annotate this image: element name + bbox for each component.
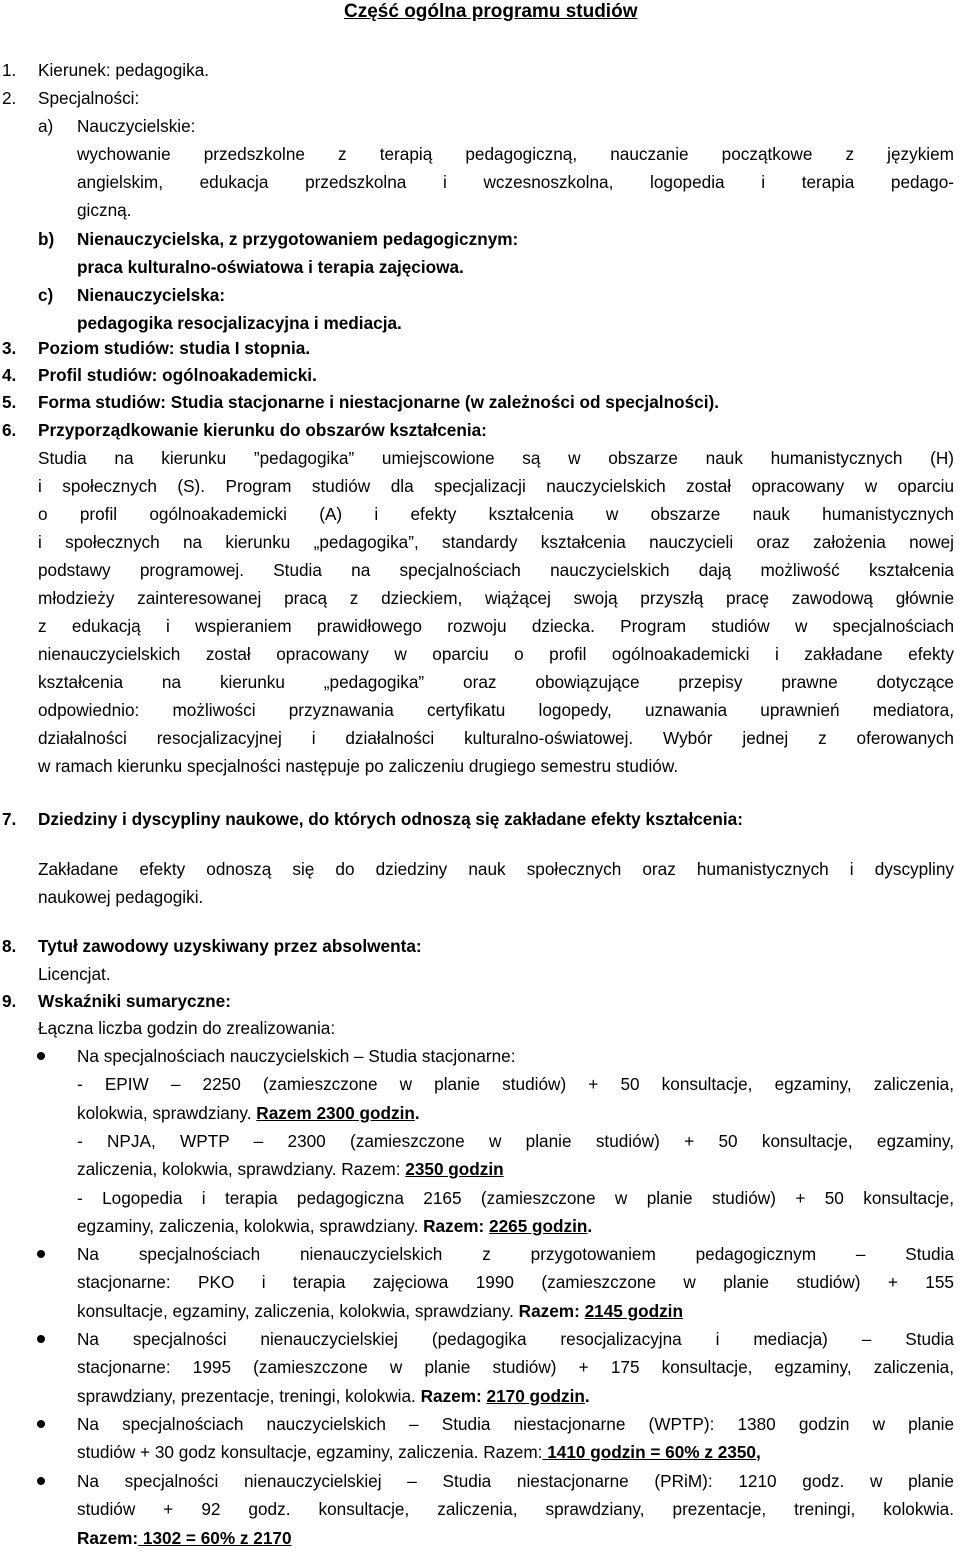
- sub-label: a): [38, 116, 54, 136]
- indicator-line: [77, 1127, 954, 1155]
- total-value: 1410 godzin = 60% z 2350: [542, 1442, 756, 1463]
- total-label: Razem: [77, 1527, 133, 1548]
- item-disciplines-line: naukowej pedagogiki.: [38, 887, 204, 907]
- total-value: 2170 godzin: [486, 1385, 585, 1406]
- areas-paragraph-line: z edukacją i wspieraniem prawidłowego rozwoju dziecka. Program studiów w specjalnościach: [38, 616, 954, 636]
- indicator-line: [77, 1099, 954, 1127]
- total-value: Razem 2300 godzin: [256, 1102, 415, 1123]
- specialty-b-title: Nienauczycielska, z przygotowaniem pedagogicznym:: [77, 229, 519, 249]
- areas-paragraph-line: młodzieży zainteresowanej pracą z dzieckiem, wiążącej swoją przyszłą pracę zawodową głównie: [38, 588, 954, 608]
- item-number: 1.: [2, 60, 17, 80]
- item-disciplines-line: Zakładane efekty odnoszą się do dziedziny nauk społecznych oraz humanistycznych i dyscypliny: [38, 859, 954, 879]
- item-number: 8.: [2, 936, 17, 956]
- total-colon: :: [132, 1527, 139, 1548]
- indicator-text: - Logopedia i terapia pedagogiczna 2165 (zamieszczone w planie studiów) + 50 konsultacje,: [77, 1187, 954, 1208]
- areas-paragraph-line: odpowiednio: możliwości przyznawania certyfikatu logopedy, uznawania uprawnień mediatora,: [38, 700, 954, 720]
- areas-paragraph-line: i społecznych na kierunku „pedagogika”, standardy kształcenia nauczycieli oraz założenia nowej: [38, 532, 954, 552]
- indicator-line: [77, 1070, 954, 1098]
- item-number: 6.: [2, 420, 17, 440]
- areas-paragraph-line: i społecznych (S). Program studiów dla specjalizacji nauczycielskich został opracowany w oparciu: [38, 476, 954, 496]
- indicator-text: sprawdziany, prezentacje, treningi, kolokwia.: [77, 1385, 421, 1406]
- indicator-line: [77, 1495, 954, 1523]
- indicator-text: kolokwia, sprawdziany.: [77, 1102, 257, 1123]
- total-end: .: [587, 1215, 593, 1236]
- indicator-text: konsultacje, egzaminy, zaliczenia, kolokwia, sprawdziany.: [77, 1300, 519, 1321]
- item-number: 2.: [2, 88, 17, 108]
- indicator-text: egzaminy, zaliczenia, kolokwia, sprawdziany.: [77, 1215, 424, 1236]
- specialty-c-line: pedagogika resocjalizacyjna i mediacja.: [77, 313, 402, 333]
- indicator-line: [77, 1268, 954, 1296]
- item-specialties: Specjalności:: [38, 88, 140, 108]
- indicator-text: stacjonarne: 1995 (zamieszczone w planie studiów) + 175 konsultacje, egzaminy, zaliczenia,: [77, 1357, 954, 1378]
- indicator-line: [77, 1042, 954, 1070]
- item-title-value: Licencjat.: [38, 964, 111, 984]
- indicator-line: [77, 1297, 954, 1325]
- total-end: ,: [755, 1442, 761, 1463]
- item-areas-heading: Przyporządkowanie kierunku do obszarów kształcenia:: [38, 420, 487, 440]
- sub-label: c): [38, 285, 54, 305]
- indicator-text: Na specjalności nienauczycielskiej (pedagogika resocjalizacyjna i mediacja) – Studia: [77, 1329, 954, 1349]
- specialty-c-title: Nienauczycielska:: [77, 285, 226, 305]
- item-number: 3.: [2, 338, 17, 358]
- indicator-line: [77, 1184, 954, 1212]
- specialty-a-line: angielskim, edukacja przedszkolna i wczesnoszkolna, logopedia i terapia pedago-: [77, 172, 954, 192]
- indicator-line: [77, 1524, 954, 1552]
- specialty-a-line: giczną.: [77, 200, 132, 220]
- item-number: 4.: [2, 365, 17, 385]
- areas-paragraph-line: o profil ogólnoakademicki (A) i efekty kształcenia w obszarze nauk humanistycznych: [38, 504, 954, 524]
- indicator-line: [77, 1212, 954, 1240]
- specialty-b-line: praca kulturalno-oświatowa i terapia zajęciowa.: [77, 257, 464, 277]
- indicator-text: - EPIW – 2250 (zamieszczone w planie studiów) + 50 konsultacje, egzaminy, zaliczenia,: [77, 1074, 954, 1095]
- indicator-line: [77, 1410, 954, 1438]
- total-label: Razem:: [518, 1300, 585, 1321]
- sub-label: b): [38, 229, 55, 249]
- total-value: 2350 godzin: [405, 1159, 504, 1180]
- indicator-text: - NPJA, WPTP – 2300 (zamieszczone w planie studiów) + 50 konsultacje, egzaminy,: [77, 1130, 954, 1151]
- item-direction: Kierunek: pedagogika.: [38, 60, 210, 80]
- areas-paragraph-line: działalności resocjalizacyjnej i działalności kulturalno-oświatowej. Wybór jednej z oferowanych: [38, 728, 954, 748]
- bullet-dot: [37, 1052, 45, 1060]
- bullet-dot: [37, 1250, 45, 1258]
- bullet-dot: [37, 1420, 45, 1428]
- indicator-text: Na specjalnościach nauczycielskich – Studia niestacjonarne (WPTP): 1380 godzin w planie: [77, 1414, 954, 1434]
- indicator-text: Na specjalności nienauczycielskiej – Studia niestacjonarne (PRiM): 1210 godz. w planie: [77, 1471, 954, 1491]
- indicator-line: [77, 1467, 954, 1495]
- total-value: 2265 godzin: [489, 1215, 588, 1236]
- total-value: 1302 = 60% z 2170: [138, 1527, 292, 1548]
- item-title-heading: Tytuł zawodowy uzyskiwany przez absolwenta:: [38, 936, 422, 956]
- item-level: Poziom studiów: studia I stopnia.: [38, 338, 311, 358]
- areas-paragraph-line: kształcenia na kierunku „pedagogika” oraz obowiązujące przepisy prawne dotyczące: [38, 672, 954, 692]
- total-value: 2145 godzin: [584, 1300, 683, 1321]
- item-indicators-heading: Wskaźniki sumaryczne:: [38, 991, 231, 1011]
- indicator-line: [77, 1155, 954, 1183]
- areas-paragraph-line: podstawy programowej. Studia na specjalnościach nauczycielskich dają możliwość kształcenia: [38, 560, 954, 580]
- page-title: Część ogólna programu studiów: [344, 1, 638, 22]
- specialty-a-line: wychowanie przedszkolne z terapią pedagogiczną, nauczanie początkowe z językiem: [77, 144, 954, 164]
- item-disciplines-heading: Dziedziny i dyscypliny naukowe, do których odnoszą się zakładane efekty kształcenia:: [38, 809, 743, 829]
- total-label: Razem:: [423, 1215, 490, 1236]
- indicator-line: [77, 1325, 954, 1353]
- areas-paragraph-line: Studia na kierunku ”pedagogika” umiejscowione są w obszarze nauk humanistycznych (H): [38, 448, 954, 468]
- indicator-text: stacjonarne: PKO i terapia zajęciowa 1990 (zamieszczone w planie studiów) + 155: [77, 1272, 954, 1293]
- item-form: Forma studiów: Studia stacjonarne i niestacjonarne (w zależności od specjalności).: [38, 392, 719, 412]
- total-label: Razem:: [420, 1385, 487, 1406]
- indicator-text: Na specjalnościach nauczycielskich – Studia stacjonarne:: [77, 1046, 516, 1066]
- indicator-line: [77, 1240, 954, 1268]
- indicator-text: studiów + 92 godz. konsultacje, zaliczenia, sprawdziany, prezentacje, treningi, kolokwia.: [77, 1499, 954, 1520]
- specialty-a-title: Nauczycielskie:: [77, 116, 196, 136]
- total-end: .: [584, 1385, 590, 1406]
- bullet-dot: [37, 1477, 45, 1485]
- indicator-text: studiów + 30 godz konsultacje, egzaminy, zaliczenia. Razem:: [77, 1442, 543, 1463]
- item-number: 9.: [2, 991, 17, 1011]
- indicator-text: zaliczenia, kolokwia, sprawdziany. Razem:: [77, 1159, 406, 1180]
- item-number: 5.: [2, 392, 17, 412]
- item-number: 7.: [2, 809, 17, 829]
- item-profile: Profil studiów: ogólnoakademicki.: [38, 365, 317, 385]
- areas-paragraph-line: nienauczycielskich został opracowany w oparciu o profil ogólnoakademicki i zakładane efekty: [38, 644, 954, 664]
- bullet-dot: [37, 1335, 45, 1343]
- indicator-line: [77, 1353, 954, 1381]
- indicator-line: [77, 1438, 954, 1466]
- item-indicators-subheading: Łączna liczba godzin do zrealizowania:: [38, 1018, 336, 1038]
- indicator-text: Na specjalnościach nienauczycielskich z przygotowaniem pedagogicznym – Studia: [77, 1244, 954, 1264]
- areas-paragraph-line: w ramach kierunku specjalności następuje po zaliczeniu drugiego semestru studiów.: [38, 756, 679, 776]
- indicator-line: [77, 1382, 954, 1410]
- total-end: .: [414, 1102, 420, 1123]
